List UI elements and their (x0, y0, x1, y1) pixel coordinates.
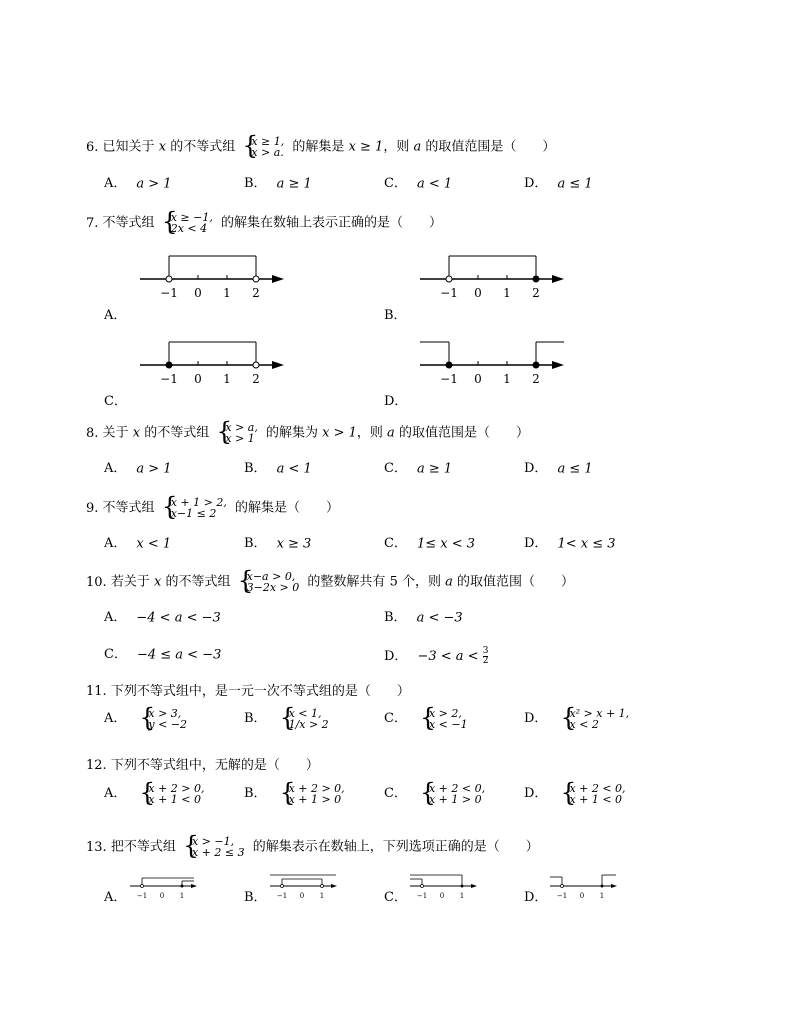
tick-label: 0 (159, 892, 165, 900)
system-line: { x > −1, (191, 835, 235, 848)
system-line: y < −2 (148, 718, 188, 731)
option-b[interactable] (244, 536, 311, 553)
question-text: 的取值范围（ ） (457, 574, 575, 590)
option-c[interactable] (104, 647, 221, 664)
question-text: 把不等式组 (110, 839, 176, 855)
system-line: x > a. (251, 146, 284, 159)
inequality-system (281, 708, 329, 730)
number-line-b (268, 872, 340, 902)
option-a[interactable] (104, 783, 209, 805)
option-b[interactable] (244, 708, 333, 730)
inequality-system (561, 783, 625, 805)
system-line: x + 1 < 0 (569, 793, 623, 806)
tick-label: 1 (599, 892, 605, 900)
question-number: 12. (86, 758, 107, 773)
question-text: 下列不等式组中，是一元一次不等式组的是（ ） (110, 684, 410, 699)
number-line-d (548, 872, 620, 902)
option-a[interactable] (104, 176, 172, 193)
tick-label: 1 (459, 892, 465, 900)
option-b[interactable] (384, 308, 417, 325)
number-line-b (418, 252, 568, 302)
tick-label: −1 (556, 892, 568, 900)
system-line: { x + 2 > 0, (288, 782, 345, 795)
option-d[interactable] (524, 461, 593, 478)
system-line: x < −1 (428, 718, 468, 731)
option-label: A． (104, 308, 127, 323)
question-number: 11. (86, 684, 107, 699)
system-line: x < 2 (569, 718, 599, 731)
option-label: A． (104, 890, 127, 905)
option-text: x ≥ 3 (276, 536, 312, 552)
option-a[interactable] (104, 461, 172, 478)
tick-label: 0 (299, 892, 305, 900)
question-text: 关于 (102, 425, 129, 441)
option-label: C． (384, 890, 407, 905)
variable: x (153, 574, 162, 590)
question-number: 10. (86, 574, 107, 590)
system-line: { x² > x + 1, (569, 707, 630, 720)
option-text: 1< x ≤ 3 (557, 536, 616, 552)
tick-label: 0 (439, 892, 445, 900)
system-line: { x−a > 0, (246, 570, 296, 583)
question-text: ，则 (383, 139, 410, 155)
inequality-system (163, 497, 227, 519)
tick-label: 1 (319, 892, 325, 900)
option-text: −4 < a < −3 (136, 610, 221, 626)
question-text: 的解集是 (292, 139, 345, 155)
inequality-system (421, 708, 468, 730)
option-label: A． (104, 176, 127, 191)
option-label: C． (104, 394, 127, 409)
system-line: { x ≥ −1, (170, 211, 213, 224)
inequality-system (561, 708, 629, 730)
tick-label: 0 (194, 286, 202, 300)
tick-label: 1 (503, 372, 511, 386)
option-label: C． (384, 536, 407, 551)
question-number: 9. (86, 500, 99, 516)
number-line-a (138, 252, 288, 302)
variable: a (413, 139, 422, 155)
option-d[interactable] (384, 394, 417, 411)
option-a[interactable] (104, 610, 221, 627)
option-c[interactable] (384, 708, 472, 730)
question-text: 的解集表示在数轴上，下列选项正确的是（ ） (252, 839, 539, 855)
question-text: 的解集是（ ） (234, 500, 339, 516)
question-text: 的不等式组 (144, 425, 210, 441)
tick-label: 1 (179, 892, 185, 900)
option-c[interactable] (384, 461, 452, 478)
option-d[interactable] (524, 708, 633, 730)
option-c[interactable] (104, 394, 137, 411)
option-label: A． (104, 711, 127, 726)
system-line: { x + 2 > 0, (148, 782, 205, 795)
option-label: D． (524, 786, 548, 801)
option-b[interactable] (244, 176, 312, 193)
tick-label: −1 (160, 286, 178, 300)
tick-label: 0 (474, 286, 482, 300)
option-label: C． (384, 461, 407, 476)
option-label: C． (104, 647, 127, 662)
question-7 (86, 212, 442, 234)
option-a[interactable] (104, 536, 171, 553)
option-text: a < 1 (416, 176, 453, 192)
inequality-system (243, 136, 284, 158)
option-label: A． (104, 536, 127, 551)
system-line: { x + 2 < 0, (428, 782, 486, 795)
option-label: B． (244, 536, 267, 551)
denominator: 2 (482, 656, 489, 666)
tick-label: −1 (440, 286, 458, 300)
option-label: D． (524, 711, 548, 726)
inequality-system (140, 783, 204, 805)
question-text: 的解集在数轴上表示正确的是（ ） (220, 215, 442, 231)
option-label: B． (244, 711, 267, 726)
variable: a (445, 574, 453, 590)
tick-label: 1 (223, 286, 231, 300)
question-text: 的不等式组 (170, 139, 236, 155)
system-line: x > 1 (225, 432, 255, 445)
variable: x (158, 139, 167, 155)
inequality-system (239, 571, 300, 593)
question-11 (86, 684, 410, 700)
option-text: 1≤ x < 3 (416, 536, 476, 552)
system-line: { x + 2 < 0, (569, 782, 626, 795)
tick-label: 2 (252, 372, 260, 386)
question-number: 7. (86, 215, 99, 231)
option-b[interactable] (244, 783, 349, 805)
number-line-a (128, 874, 200, 902)
variable: a (387, 425, 395, 441)
option-label: D． (384, 648, 408, 664)
inequality-system (281, 783, 345, 805)
question-12 (86, 758, 319, 774)
option-label: D． (524, 890, 548, 905)
system-line: x + 1 < 0 (148, 793, 202, 806)
option-label: C． (384, 711, 407, 726)
question-text: 的不等式组 (165, 574, 231, 590)
system-line: 1/x > 2 (288, 718, 329, 731)
option-b[interactable] (384, 610, 463, 627)
system-line: x + 1 > 0 (288, 793, 342, 806)
tick-label: 0 (194, 372, 202, 386)
tick-label: 0 (579, 892, 585, 900)
tick-label: −1 (160, 372, 178, 386)
question-text: 已知关于 (102, 139, 155, 155)
option-label: C． (384, 176, 407, 191)
question-10 (86, 571, 574, 593)
inequality-system (163, 212, 213, 234)
option-label: B． (244, 890, 267, 905)
option-label: D． (524, 176, 548, 191)
option-text: a < −3 (416, 610, 463, 626)
question-text: 个，则 (401, 574, 441, 590)
option-label: B． (244, 786, 267, 801)
condition: x > 1 (322, 425, 357, 441)
option-label: D． (524, 461, 548, 476)
tick-label: −1 (416, 892, 428, 900)
tick-label: 0 (474, 372, 482, 386)
question-text: 的整数解共有 (307, 574, 386, 590)
count: 5 (389, 574, 398, 590)
question-text: 下列不等式组中，无解的是（ ） (110, 758, 319, 773)
tick-label: 2 (532, 286, 540, 300)
question-number: 13. (86, 839, 107, 855)
system-line: { x > a, (225, 421, 258, 434)
option-text: a ≤ 1 (557, 176, 593, 192)
system-line: 2x < 4 (170, 222, 208, 235)
question-number: 8. (86, 425, 99, 441)
option-a[interactable] (104, 308, 136, 325)
question-text: 的取值范围是（ ） (398, 425, 529, 441)
tick-label: 1 (223, 372, 231, 386)
option-a[interactable] (104, 708, 191, 730)
option-b[interactable] (244, 461, 312, 478)
option-text: −3 < a < (417, 649, 479, 664)
system-line: { x + 1 > 2, (170, 496, 227, 509)
tick-label: −1 (276, 892, 288, 900)
condition: x ≥ 1 (348, 139, 384, 155)
question-9 (86, 497, 339, 519)
inequality-system (421, 783, 485, 805)
option-d[interactable] (524, 783, 630, 805)
number-line-d (418, 338, 568, 388)
option-text: −4 ≤ a < −3 (136, 647, 222, 663)
tick-label: −1 (136, 892, 148, 900)
option-text: a > 1 (136, 461, 172, 477)
question-number: 6. (86, 139, 99, 155)
option-label: A． (104, 786, 127, 801)
option-label: B． (244, 176, 267, 191)
option-label: D． (524, 536, 548, 551)
option-text: a ≥ 1 (416, 461, 453, 477)
question-13 (86, 836, 539, 858)
inequality-system (140, 708, 187, 730)
option-label: A． (104, 610, 127, 625)
inequality-system (217, 422, 257, 444)
tick-label: 2 (252, 286, 260, 300)
option-label: C． (384, 786, 407, 801)
option-label: B． (244, 461, 267, 476)
system-line: 3−2x > 0 (246, 581, 300, 594)
number-line-c (408, 872, 480, 902)
option-label: B． (384, 610, 407, 625)
option-c[interactable] (384, 536, 475, 553)
option-d[interactable] (384, 647, 488, 666)
numerator: 3 (482, 646, 489, 656)
option-label: A． (104, 461, 127, 476)
option-c[interactable] (384, 783, 489, 805)
option-d[interactable] (524, 536, 616, 553)
system-line: { x > 2, (428, 707, 462, 720)
tick-label: −1 (440, 372, 458, 386)
option-d[interactable] (524, 176, 593, 193)
variable: x (132, 425, 141, 441)
option-text: x < 1 (136, 536, 172, 552)
system-line: x + 1 > 0 (428, 793, 482, 806)
question-8 (86, 422, 529, 444)
option-text: a > 1 (136, 176, 172, 192)
system-line: x−1 ≤ 2 (170, 507, 217, 520)
question-6 (86, 136, 555, 158)
option-c[interactable] (384, 176, 452, 193)
option-text: a < 1 (276, 461, 312, 477)
question-text: 不等式组 (102, 500, 155, 516)
question-text: 的解集为 (265, 425, 318, 441)
question-text: 的取值范围是（ ） (425, 139, 556, 155)
question-text: 不等式组 (102, 215, 155, 231)
option-text: a ≤ 1 (557, 461, 593, 477)
tick-label: 1 (503, 286, 511, 300)
system-line: { x > 3, (148, 707, 182, 720)
system-line: { x < 1, (288, 707, 322, 720)
system-line: x + 2 ≤ 3 (191, 846, 245, 859)
system-line: { x ≥ 1, (251, 135, 285, 148)
fraction (483, 647, 489, 666)
option-label: D． (384, 394, 408, 409)
number-line-c (138, 338, 288, 388)
question-text: ，则 (356, 425, 383, 441)
option-text: a ≥ 1 (276, 176, 312, 192)
inequality-system (184, 836, 245, 858)
option-label: B． (384, 308, 407, 323)
question-text: 若关于 (110, 574, 150, 590)
tick-label: 2 (532, 372, 540, 386)
